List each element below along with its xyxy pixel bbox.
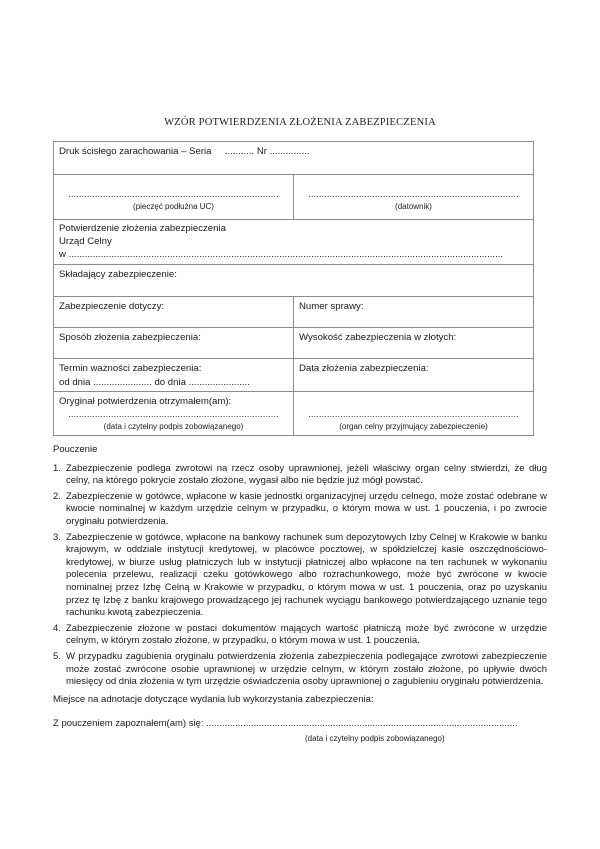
amount-pln-field[interactable]: Wysokość zabezpieczenia w złotych: xyxy=(299,332,457,343)
form-row-customs-office xyxy=(54,219,533,264)
instruction-number: 4. xyxy=(53,622,61,634)
form-row-signatures xyxy=(54,391,533,435)
instruction-item xyxy=(53,532,547,620)
annotation-area-label[interactable]: Miejsce na adnotacje dotyczące wydania lub wykorzystania zabezpieczenia: xyxy=(53,693,374,705)
original-received-label: Oryginał potwierdzenia otrzymałem(am): xyxy=(59,396,232,407)
obligor-signature-caption: (data i czytelny podpis zobowiązanego) xyxy=(103,422,244,431)
instruction-item xyxy=(53,463,547,488)
instruction-item xyxy=(53,491,547,529)
customs-office-label: Urząd Celny xyxy=(59,236,112,247)
instruction-item xyxy=(53,651,547,689)
instruction-number: 5. xyxy=(53,650,61,662)
date-stamp-caption: (datownik) xyxy=(395,202,432,211)
instruction-number: 1. xyxy=(53,462,61,474)
customs-office-field[interactable] xyxy=(54,220,533,264)
stamp-field[interactable] xyxy=(54,175,294,219)
validity-label: Termin ważności zabezpieczenia: xyxy=(59,363,202,374)
instruction-text: Zabezpieczenie w gotówce, wpłacone w kasie jednostki organizacyjnej urzędu celnego, może zostać odebrane w kwocie nominalnej w każdym urzędzie celnym w przypadku, o którym mowa w ust. 1 pouczenia, i po zwrocie oryginału potwierdzenia. xyxy=(66,490,547,527)
form-row-stamps xyxy=(54,174,533,219)
acknowledgement-signature-line[interactable]: Z pouczeniem zapoznałem(am) się: ...................................................................................................................... xyxy=(53,718,518,730)
security-concerns-field[interactable]: Zabezpieczenie dotyczy: xyxy=(54,297,294,327)
form-row-subject-case xyxy=(54,296,533,327)
form-row-depositor xyxy=(54,264,533,296)
case-number-field[interactable]: Numer sprawy: xyxy=(299,301,364,312)
customs-authority-caption: (organ celny przyjmujący zabezpieczenie) xyxy=(339,422,488,431)
validity-period-field[interactable] xyxy=(54,359,294,391)
instruction-text: Zabezpieczenie w gotówce, wpłacone na bankowy rachunek sum depozytowych Izby Celnej w Krakowie w banku krajowym, w oddziale instytucji kredytowej, w placówce pocztowej, w spółdzielczej kasie oszczędnościowo-kredytowej, w biurze usług płatniczych lub w instytucji płatniczej albo wpłacone na ten rachunek w wykonaniu polecenia przelewu, realizacji czeku gotówkowego albo rozrachunkowego, może być zwrócone w kwocie nominalnej przez Izbę Celną w Krakowie w przypadku, o którym mowa w ust. 1 pouczenia, oraz po uzyskaniu przez tę Izbę z banku krajowego prowadzącego jej rachunek wyciągu bankowego potwierdzającego uznanie tego rachunku kwotą zabezpieczenia. xyxy=(66,531,547,619)
instruction-text: Zabezpieczenie złożone w postaci dokumentów mających wartość płatniczą może być zwrócone w urzędzie celnym, w którym zostało złożone, w przypadku, o którym mowa w ust. 1 pouczenia. xyxy=(66,622,547,647)
series-number-field[interactable]: Druk ścisłego zarachowania – Seria ........... Nr ............... xyxy=(59,146,310,157)
depositor-field[interactable]: Składający zabezpieczenie: xyxy=(59,269,177,280)
confirmation-heading: Potwierdzenie złożenia zabezpieczenia xyxy=(59,223,226,234)
instruction-number: 2. xyxy=(53,490,61,502)
instruction-item xyxy=(53,623,547,648)
deposit-method-field[interactable]: Sposób złożenia zabezpieczenia: xyxy=(54,328,294,358)
original-received-field[interactable] xyxy=(54,392,294,435)
validity-from-to-line: od dnia ...................... do dnia ....................... xyxy=(59,377,250,388)
obligor-signature-line: ............................................................................... xyxy=(68,409,279,420)
date-stamp-dotted-line: ............................................................................... xyxy=(308,189,519,200)
stamp-caption: (pieczęć podłużna UC) xyxy=(133,202,214,211)
date-stamp-field[interactable] xyxy=(294,175,533,219)
instruction-number: 3. xyxy=(53,531,61,543)
form-row-method-amount xyxy=(54,327,533,358)
document-title: WZÓR POTWIERDZENIA ZŁOŻENIA ZABEZPIECZENIA xyxy=(164,117,436,128)
instruction-text: Zabezpieczenie podlega zwrotowi na rzecz osoby uprawnionej, jeżeli właściwy organ celny stwierdzi, że dług celny, na którego pokrycie zostało złożone, wygasł albo nie będzie już mógł powstać. xyxy=(66,462,547,487)
instructions-heading: Pouczenie xyxy=(53,444,98,455)
instructions-list xyxy=(53,463,547,689)
customs-office-location-line: w ................................................................................................................................................................... xyxy=(59,249,504,260)
instruction-text: W przypadku zagubienia oryginału potwierdzenia złożenia zabezpieczenia podlegające zwrotowi zabezpieczenie może zostać zwrócone osobie uprawnionej w urzędzie celnym, w którym zostało złożone, po upływie dwóch miesięcy od dnia złożenia w tym urzędzie oświadczenia osoby uprawnionej o zagubieniu oryginału potwierdzenia. xyxy=(66,650,547,688)
deposit-date-field[interactable]: Data złożenia zabezpieczenia: xyxy=(299,363,429,374)
customs-authority-field[interactable] xyxy=(294,392,533,435)
customs-authority-signature-line: ............................................................................... xyxy=(308,409,519,420)
form-row-validity-date xyxy=(54,358,533,391)
form-row-series-number xyxy=(54,142,533,174)
confirmation-form-table xyxy=(53,141,534,436)
instructions-section xyxy=(53,444,547,745)
stamp-dotted-line: ............................................................................... xyxy=(68,189,279,200)
acknowledgement-caption: (data i czytelny podpis zobowiązanego) xyxy=(305,733,445,743)
